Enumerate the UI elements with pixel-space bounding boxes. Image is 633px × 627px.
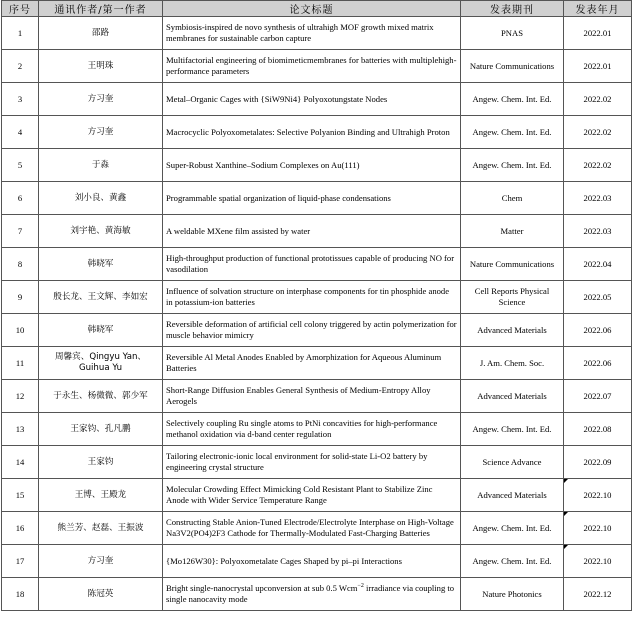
row-number: 5 (2, 149, 39, 182)
row-journal: PNAS (461, 17, 564, 50)
row-date: 2022.12 (564, 578, 632, 611)
row-date: 2022.05 (564, 281, 632, 314)
row-number: 10 (2, 314, 39, 347)
table-row (2, 545, 632, 578)
row-author: 方习奎 (39, 83, 163, 116)
row-number: 2 (2, 50, 39, 83)
row-journal: Advanced Materials (461, 314, 564, 347)
row-number: 7 (2, 215, 39, 248)
row-date: 2022.03 (564, 215, 632, 248)
row-number: 3 (2, 83, 39, 116)
table-row (2, 347, 632, 380)
table-row (2, 116, 632, 149)
row-journal: Science Advance (461, 446, 564, 479)
header-date: 发表年月 (564, 1, 632, 17)
row-title: Bright single-nanocrystal upconversion at sub 0.5 Wcm$^{-2}$ irradiance via coupling to single nanocavity mode (163, 578, 461, 611)
row-journal: Chem (461, 182, 564, 215)
row-author: 王家钧 (39, 446, 163, 479)
row-number: 8 (2, 248, 39, 281)
table-row (2, 512, 632, 545)
row-date: 2022.09 (564, 446, 632, 479)
row-number: 15 (2, 479, 39, 512)
row-date: 2022.10 (564, 479, 632, 512)
table-row (2, 248, 632, 281)
table-row (2, 446, 632, 479)
row-author: 方习奎 (39, 545, 163, 578)
header-no: 序号 (2, 1, 39, 17)
row-journal: Nature Communications (461, 248, 564, 281)
row-number: 17 (2, 545, 39, 578)
header-journal: 发表期刊 (461, 1, 564, 17)
row-date: 2022.01 (564, 50, 632, 83)
table-row (2, 215, 632, 248)
cell-corner-marker (564, 479, 568, 483)
row-date: 2022.03 (564, 182, 632, 215)
row-journal: Angew. Chem. Int. Ed. (461, 116, 564, 149)
row-title: Constructing Stable Anion-Tuned Electrode/Electrolyte Interphase on High-Voltage Na3V2(PO4)2F3 Cathode for Thermally-Modulated Fast-Charging Batteries (163, 512, 461, 545)
row-author: 韩晓军 (39, 314, 163, 347)
header-row (2, 1, 632, 17)
table-row (2, 182, 632, 215)
publication-table (1, 0, 632, 611)
row-title: {Mo126W30}: Polyoxometalate Cages Shaped by pi–pi Interactions (163, 545, 461, 578)
cell-corner-marker (564, 545, 568, 549)
row-title: Metal–Organic Cages with {SiW9Ni4} Polyoxotungstate Nodes (163, 83, 461, 116)
table-row (2, 413, 632, 446)
row-journal: Angew. Chem. Int. Ed. (461, 149, 564, 182)
row-date: 2022.08 (564, 413, 632, 446)
table-row (2, 83, 632, 116)
row-date: 2022.02 (564, 116, 632, 149)
row-date: 2022.06 (564, 347, 632, 380)
row-author: 韩晓军 (39, 248, 163, 281)
row-author: 于淼 (39, 149, 163, 182)
table-row (2, 281, 632, 314)
header-title: 论文标题 (163, 1, 461, 17)
row-date: 2022.10 (564, 512, 632, 545)
row-journal: Advanced Materials (461, 479, 564, 512)
table-row (2, 17, 632, 50)
table-row (2, 314, 632, 347)
row-title: Short-Range Diffusion Enables General Synthesis of Medium-Entropy Alloy Aerogels (163, 380, 461, 413)
row-title: Macrocyclic Polyoxometalates: Selective Polyanion Binding and Ultrahigh Proton (163, 116, 461, 149)
row-date: 2022.02 (564, 149, 632, 182)
table-row (2, 50, 632, 83)
row-date: 2022.02 (564, 83, 632, 116)
row-title: Reversible Al Metal Anodes Enabled by Amorphization for Aqueous Aluminum Batteries (163, 347, 461, 380)
row-title: Multifactorial engineering of biomimeticmembranes for batteries with multiplehigh-performance parameters (163, 50, 461, 83)
row-author: 刘小良、黄鑫 (39, 182, 163, 215)
row-author: 刘宇艳、黄海敏 (39, 215, 163, 248)
row-title: Molecular Crowding Effect Mimicking Cold Resistant Plant to Stabilize Zinc Anode with Wider Service Temperature Range (163, 479, 461, 512)
row-journal: Nature Photonics (461, 578, 564, 611)
row-number: 6 (2, 182, 39, 215)
row-date: 2022.07 (564, 380, 632, 413)
row-date: 2022.01 (564, 17, 632, 50)
row-title: Super-Robust Xanthine–Sodium Complexes on Au(111) (163, 149, 461, 182)
row-number: 16 (2, 512, 39, 545)
row-journal: Cell Reports Physical Science (461, 281, 564, 314)
row-number: 1 (2, 17, 39, 50)
row-title: High-throughput production of functional prototissues capable of producing NO for vasodilation (163, 248, 461, 281)
row-date: 2022.04 (564, 248, 632, 281)
row-journal: Angew. Chem. Int. Ed. (461, 413, 564, 446)
row-author: 方习奎 (39, 116, 163, 149)
row-journal: Nature Communications (461, 50, 564, 83)
row-date: 2022.10 (564, 545, 632, 578)
row-journal: J. Am. Chem. Soc. (461, 347, 564, 380)
row-author: 陈冠英 (39, 578, 163, 611)
row-title: Tailoring electronic-ionic local environment for solid-state Li-O2 battery by engineering crystal structure (163, 446, 461, 479)
row-journal: Angew. Chem. Int. Ed. (461, 83, 564, 116)
row-number: 18 (2, 578, 39, 611)
table-row (2, 578, 632, 611)
row-number: 12 (2, 380, 39, 413)
row-title: Influence of solvation structure on interphase components for tin phosphide anode in potassium-ion batteries (163, 281, 461, 314)
row-date: 2022.06 (564, 314, 632, 347)
row-number: 11 (2, 347, 39, 380)
row-author: 王家钧、孔凡鹏 (39, 413, 163, 446)
cell-corner-marker (564, 512, 568, 516)
row-journal: Angew. Chem. Int. Ed. (461, 512, 564, 545)
row-title: A weldable MXene film assisted by water (163, 215, 461, 248)
row-title: Reversible deformation of artificial cell colony triggered by actin polymerization for muscle behavior mimicry (163, 314, 461, 347)
row-number: 9 (2, 281, 39, 314)
row-number: 14 (2, 446, 39, 479)
table-row (2, 479, 632, 512)
row-author: 熊兰芳、赵磊、王振波 (39, 512, 163, 545)
row-number: 13 (2, 413, 39, 446)
row-title: Programmable spatial organization of liquid-phase condensations (163, 182, 461, 215)
row-title: Symbiosis-inspired de novo synthesis of ultrahigh MOF growth mixed matrix membranes for sustainable carbon capture (163, 17, 461, 50)
row-journal: Advanced Materials (461, 380, 564, 413)
row-author: 王博、王殿龙 (39, 479, 163, 512)
row-author: 邵路 (39, 17, 163, 50)
row-author: 于永生、杨微微、郭少军 (39, 380, 163, 413)
row-journal: Angew. Chem. Int. Ed. (461, 545, 564, 578)
header-author: 通讯作者/第一作者 (39, 1, 163, 17)
row-author: 王明珠 (39, 50, 163, 83)
row-author: 殷长龙、王文辉、李如宏 (39, 281, 163, 314)
row-author: 周馨宾、Qingyu Yan、Guihua Yu (39, 347, 163, 380)
row-number: 4 (2, 116, 39, 149)
table-row (2, 380, 632, 413)
row-journal: Matter (461, 215, 564, 248)
table-row (2, 149, 632, 182)
row-title: Selectively coupling Ru single atoms to PtNi concavities for high-performance methanol oxidation via d-band center regulation (163, 413, 461, 446)
